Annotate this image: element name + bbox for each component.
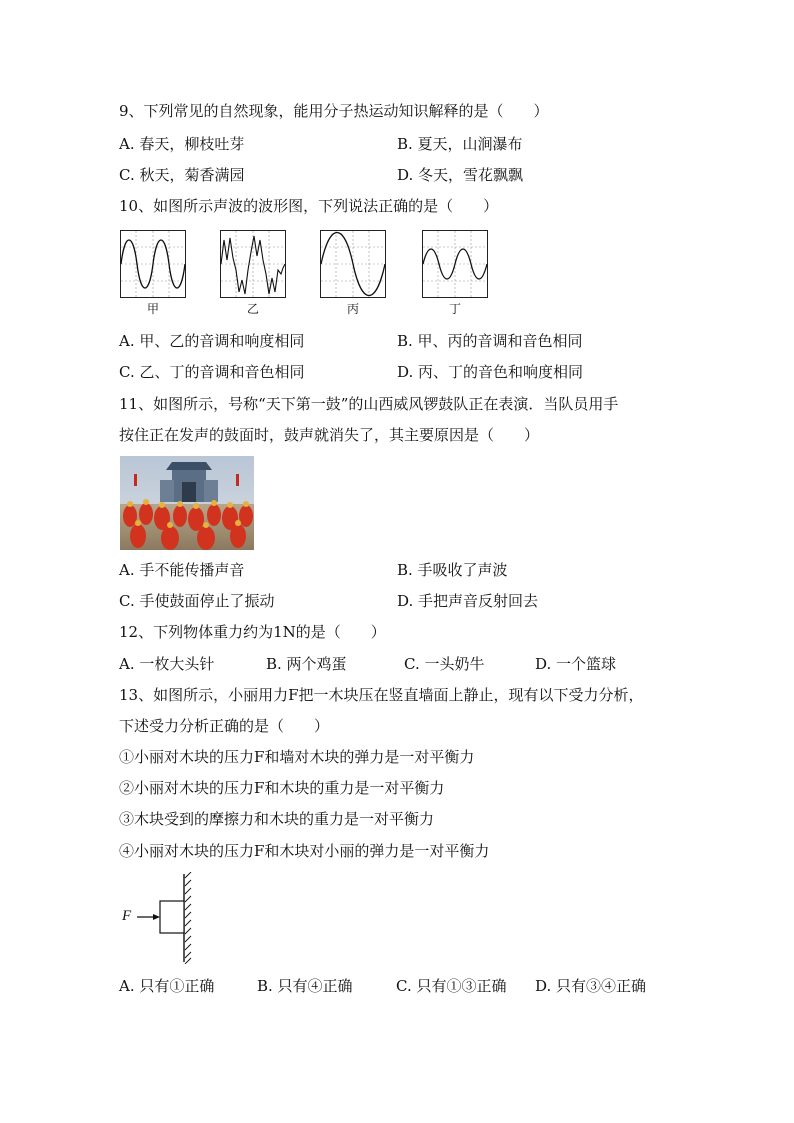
q13-statement-2: ②小丽对木块的压力F和木块的重力是一对平衡力 (119, 779, 445, 797)
q13-option-b: B. 只有④正确 (257, 977, 353, 995)
q12-option-a: A. 一枚大头针 (119, 655, 215, 673)
q9-option-b: B. 夏天，山涧瀑布 (397, 135, 523, 153)
q11-stem-line1: 11、如图所示，号称“天下第一鼓”的山西威风锣鼓队正在表演．当队员用手 (119, 395, 619, 413)
q13-statement-4: ④小丽对木块的压力F和木块对小丽的弹力是一对平衡力 (119, 842, 490, 860)
q10-stem: 10、如图所示声波的波形图，下列说法正确的是（ ） (119, 197, 499, 215)
q13-stem-line1: 13、如图所示，小丽用力F把一木块压在竖直墙面上静止，现有以下受力分析， (119, 686, 644, 704)
q9-option-c: C. 秋天，菊香满园 (119, 166, 245, 184)
q10-option-b: B. 甲、丙的音调和音色相同 (397, 332, 583, 350)
waveform-label-bing: 丙 (346, 302, 359, 316)
q10-option-d: D. 丙、丁的音色和响度相同 (397, 363, 584, 381)
q13-option-d: D. 只有③④正确 (535, 977, 647, 995)
waveform-label-yi: 乙 (246, 302, 259, 316)
waveform-label-ding: 丁 (448, 302, 461, 316)
q13-option-c: C. 只有①③正确 (396, 977, 507, 995)
q13-option-a: A. 只有①正确 (119, 977, 215, 995)
q13-statement-1: ①小丽对木块的压力F和墙对木块的弹力是一对平衡力 (119, 748, 475, 766)
drum-troupe-photo (120, 456, 254, 550)
q10-option-a: A. 甲、乙的音调和响度相同 (119, 332, 305, 350)
q12-stem: 12、下列物体重力约为1N的是（ ） (119, 623, 386, 641)
q9-option-a: A. 春天，柳枝吐芽 (119, 135, 245, 153)
q11-option-b: B. 手吸收了声波 (397, 561, 508, 579)
waveform-jia (120, 230, 186, 298)
q13-stem-line2: 下述受力分析正确的是（ ） (119, 717, 330, 735)
q12-option-b: B. 两个鸡蛋 (266, 655, 347, 673)
q10-option-c: C. 乙、丁的音调和音色相同 (119, 363, 305, 381)
waveform-bing (320, 230, 386, 298)
waveform-ding (422, 230, 488, 298)
q12-option-d: D. 一个篮球 (535, 655, 617, 673)
q11-option-d: D. 手把声音反射回去 (397, 592, 539, 610)
q13-statement-3: ③木块受到的摩擦力和木块的重力是一对平衡力 (119, 810, 435, 828)
waveform-yi (220, 230, 286, 298)
q11-option-a: A. 手不能传播声音 (119, 561, 245, 579)
q12-option-c: C. 一头奶牛 (404, 655, 485, 673)
q9-option-d: D. 冬天，雪花飘飘 (397, 166, 524, 184)
q9-stem: 9、下列常见的自然现象，能用分子热运动知识解释的是（ ） (119, 102, 549, 120)
force-label: F (122, 908, 132, 924)
q11-option-c: C. 手使鼓面停止了振动 (119, 592, 275, 610)
force-diagram (120, 872, 200, 964)
q11-stem-line2: 按住正在发声的鼓面时，鼓声就消失了，其主要原因是（ ） (119, 426, 540, 444)
waveform-label-jia: 甲 (146, 302, 159, 316)
